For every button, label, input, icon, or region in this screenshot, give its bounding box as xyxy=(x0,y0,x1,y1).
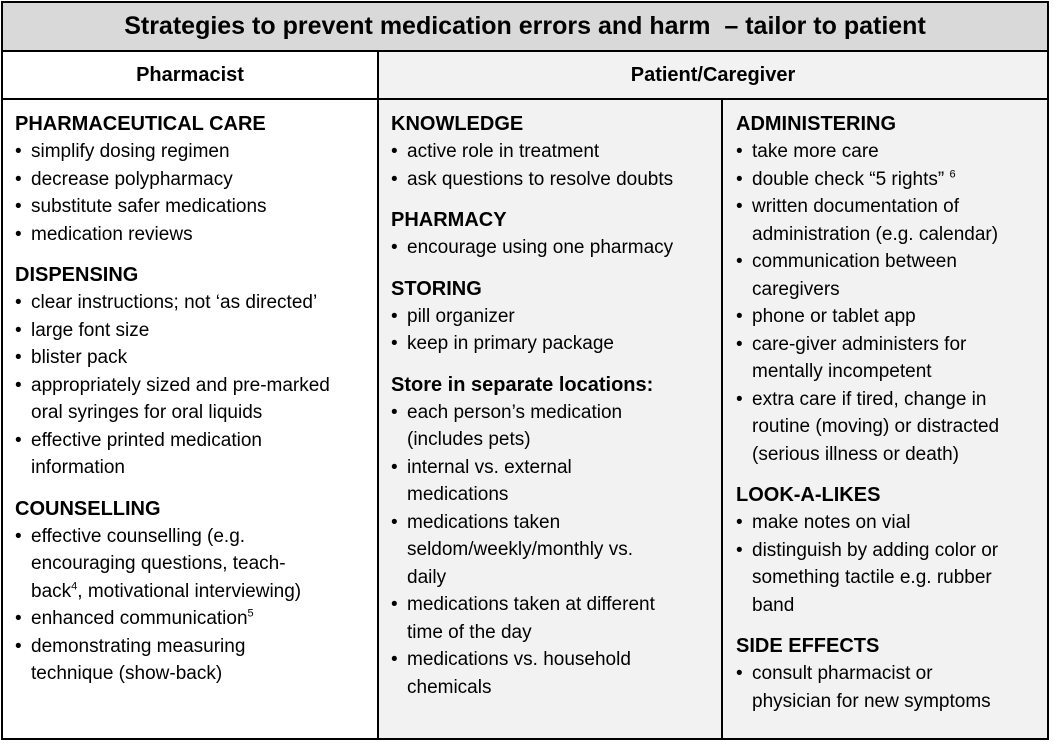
list-item-text: phone or tablet app xyxy=(752,306,916,327)
bullet-list xyxy=(15,138,377,248)
list-item-text: substitute safer medications xyxy=(31,196,267,217)
bullet-icon: • xyxy=(15,168,22,190)
section-title: SIDE EFFECTS xyxy=(736,635,880,657)
list-item-text: extra care if tired, change in routine (moving) or distracted (serious illness or death) xyxy=(752,388,1000,465)
section-title: COUNSELLING xyxy=(15,497,161,520)
bullet-icon: • xyxy=(391,141,398,162)
bullet-icon: • xyxy=(736,196,743,217)
list-item xyxy=(15,221,377,249)
list-item xyxy=(736,193,1047,248)
list-item xyxy=(15,633,377,688)
bullet-list xyxy=(736,138,1047,468)
list-item xyxy=(391,454,721,509)
list-item xyxy=(391,509,721,592)
bullet-icon: • xyxy=(736,663,743,684)
list-item-text: encourage using one pharmacy xyxy=(407,237,674,258)
bullet-icon: • xyxy=(15,223,22,245)
bullet-icon: • xyxy=(391,305,398,327)
list-item-text: decrease polypharmacy xyxy=(31,168,233,190)
list-item-text: medications taken at different time of the day xyxy=(407,594,655,643)
list-item xyxy=(15,193,377,221)
bullet-icon: • xyxy=(391,168,398,190)
section-knowledge xyxy=(391,110,721,193)
pharmacist-header: Pharmacist xyxy=(3,52,379,98)
bullet-icon: • xyxy=(391,401,398,423)
list-item-text: effective printed medication information xyxy=(31,429,262,478)
bullet-icon: • xyxy=(736,388,743,410)
bullet-icon: • xyxy=(15,429,22,451)
bullet-icon: • xyxy=(736,251,743,272)
list-item xyxy=(15,605,377,633)
list-item xyxy=(15,523,377,606)
list-item-text: medication reviews xyxy=(31,223,193,245)
list-item-text: large font size xyxy=(31,319,150,341)
list-item-text: demonstrating measuring technique (show-back) xyxy=(31,635,246,684)
bullet-icon: • xyxy=(391,333,398,354)
bullet-icon: • xyxy=(15,196,22,217)
section-title: PHARMACY xyxy=(391,209,507,231)
reference-superscript: 4 xyxy=(71,580,78,593)
section-title: Store in separate locations: xyxy=(391,373,654,396)
list-item-text: each person’s medication (includes pets) xyxy=(407,401,623,450)
bullet-list xyxy=(15,523,377,688)
bullet-icon: • xyxy=(391,511,398,533)
bullet-list xyxy=(736,509,1047,619)
section-look-a-likes xyxy=(736,481,1047,619)
list-item xyxy=(736,248,1047,303)
list-item-text: clear instructions; not ‘as directed’ xyxy=(31,292,318,313)
bullet-icon: • xyxy=(15,374,22,396)
bullet-icon: • xyxy=(15,525,22,547)
section-title: LOOK-A-LIKES xyxy=(736,484,881,506)
bullet-list xyxy=(391,303,721,358)
list-item xyxy=(736,138,1047,166)
list-item-text: make notes on vial xyxy=(752,512,911,533)
section-dispensing xyxy=(15,261,377,482)
list-item-text: keep in primary package xyxy=(407,333,614,354)
section-title: PHARMACEUTICAL CARE xyxy=(15,113,266,135)
list-item xyxy=(15,427,377,482)
patient-knowledge-column xyxy=(379,100,723,738)
list-item xyxy=(15,344,377,372)
list-item xyxy=(736,537,1047,620)
bullet-icon: • xyxy=(736,539,743,561)
section-title: ADMINISTERING xyxy=(736,113,896,135)
list-item xyxy=(736,166,1047,194)
bullet-icon: • xyxy=(736,512,743,533)
bullet-icon: • xyxy=(15,635,22,657)
section-side-effects xyxy=(736,632,1047,715)
list-item-text: simplify dosing regimen xyxy=(31,141,230,162)
list-item-text: double check “5 rights” xyxy=(752,168,950,190)
bullet-list xyxy=(391,399,721,702)
list-item-text: distinguish by adding color or something tactile e.g. rubber band xyxy=(752,539,999,616)
section-counselling xyxy=(15,495,377,688)
bullet-icon: • xyxy=(15,608,22,629)
list-item xyxy=(391,399,721,454)
bullet-list xyxy=(391,234,721,262)
bullet-list xyxy=(736,660,1047,715)
list-item-text: medications vs. household chemicals xyxy=(407,649,631,698)
list-item xyxy=(391,303,721,331)
section-store-in-separate-locations xyxy=(391,371,721,702)
list-item xyxy=(736,509,1047,537)
list-item xyxy=(736,331,1047,386)
list-item-text-continued: , motivational interviewing) xyxy=(77,580,302,602)
list-item xyxy=(736,660,1047,715)
bullet-icon: • xyxy=(15,347,22,368)
patient-caregiver-header: Patient/Caregiver xyxy=(379,52,1047,98)
section-title: KNOWLEDGE xyxy=(391,113,524,135)
table-title: Strategies to prevent medication errors and harm – tailor to patient xyxy=(3,3,1047,52)
strategy-table xyxy=(1,1,1049,740)
section-pharmacy xyxy=(391,206,721,262)
reference-superscript: 6 xyxy=(949,168,956,181)
list-item-text: written documentation of administration (e.g. calendar) xyxy=(752,196,999,245)
list-item xyxy=(15,289,377,317)
bullet-icon: • xyxy=(736,141,743,162)
bullet-list xyxy=(15,289,377,482)
list-item xyxy=(391,234,721,262)
list-item-text: pill organizer xyxy=(407,305,515,327)
section-title: STORING xyxy=(391,277,482,300)
bullet-icon: • xyxy=(391,237,398,258)
reference-superscript: 5 xyxy=(247,607,254,620)
list-item-text: internal vs. external medications xyxy=(407,456,572,505)
list-item-text: medications taken seldom/weekly/monthly vs. daily xyxy=(407,511,633,588)
bullet-icon: • xyxy=(736,333,743,355)
bullet-icon: • xyxy=(15,141,22,162)
list-item-text: take more care xyxy=(752,141,879,162)
list-item xyxy=(736,386,1047,469)
list-item xyxy=(391,138,721,166)
section-pharmaceutical-care xyxy=(15,110,377,248)
section-administering xyxy=(736,110,1047,468)
list-item-text: active role in treatment xyxy=(407,141,600,162)
list-item-text: effective counselling (e.g. encouraging questions, teach- back xyxy=(31,525,286,602)
bullet-icon: • xyxy=(15,319,22,341)
bullet-icon: • xyxy=(736,306,743,327)
list-item xyxy=(15,166,377,194)
list-item xyxy=(391,330,721,358)
bullet-icon: • xyxy=(391,649,398,670)
column-header-row xyxy=(3,52,1047,100)
list-item xyxy=(391,646,721,701)
list-item-text: blister pack xyxy=(31,347,128,368)
patient-administering-column xyxy=(723,100,1047,738)
list-item-text: communication between caregivers xyxy=(752,251,957,300)
list-item-text: enhanced communication xyxy=(31,608,248,629)
list-item-text: appropriately sized and pre-marked oral syringes for oral liquids xyxy=(31,374,330,423)
bullet-list xyxy=(391,138,721,193)
list-item xyxy=(391,166,721,194)
list-item xyxy=(736,303,1047,331)
list-item xyxy=(15,138,377,166)
pharmacist-column xyxy=(3,100,379,738)
section-title: DISPENSING xyxy=(15,264,139,286)
bullet-icon: • xyxy=(391,594,398,615)
list-item xyxy=(15,317,377,345)
list-item-text: consult pharmacist or physician for new symptoms xyxy=(752,663,991,712)
list-item-text: care-giver administers for mentally incompetent xyxy=(752,333,967,382)
list-item xyxy=(15,372,377,427)
bullet-icon: • xyxy=(15,292,22,313)
list-item-text: ask questions to resolve doubts xyxy=(407,168,674,190)
bullet-icon: • xyxy=(736,168,743,190)
section-storing xyxy=(391,275,721,358)
bullet-icon: • xyxy=(391,456,398,478)
list-item xyxy=(391,591,721,646)
